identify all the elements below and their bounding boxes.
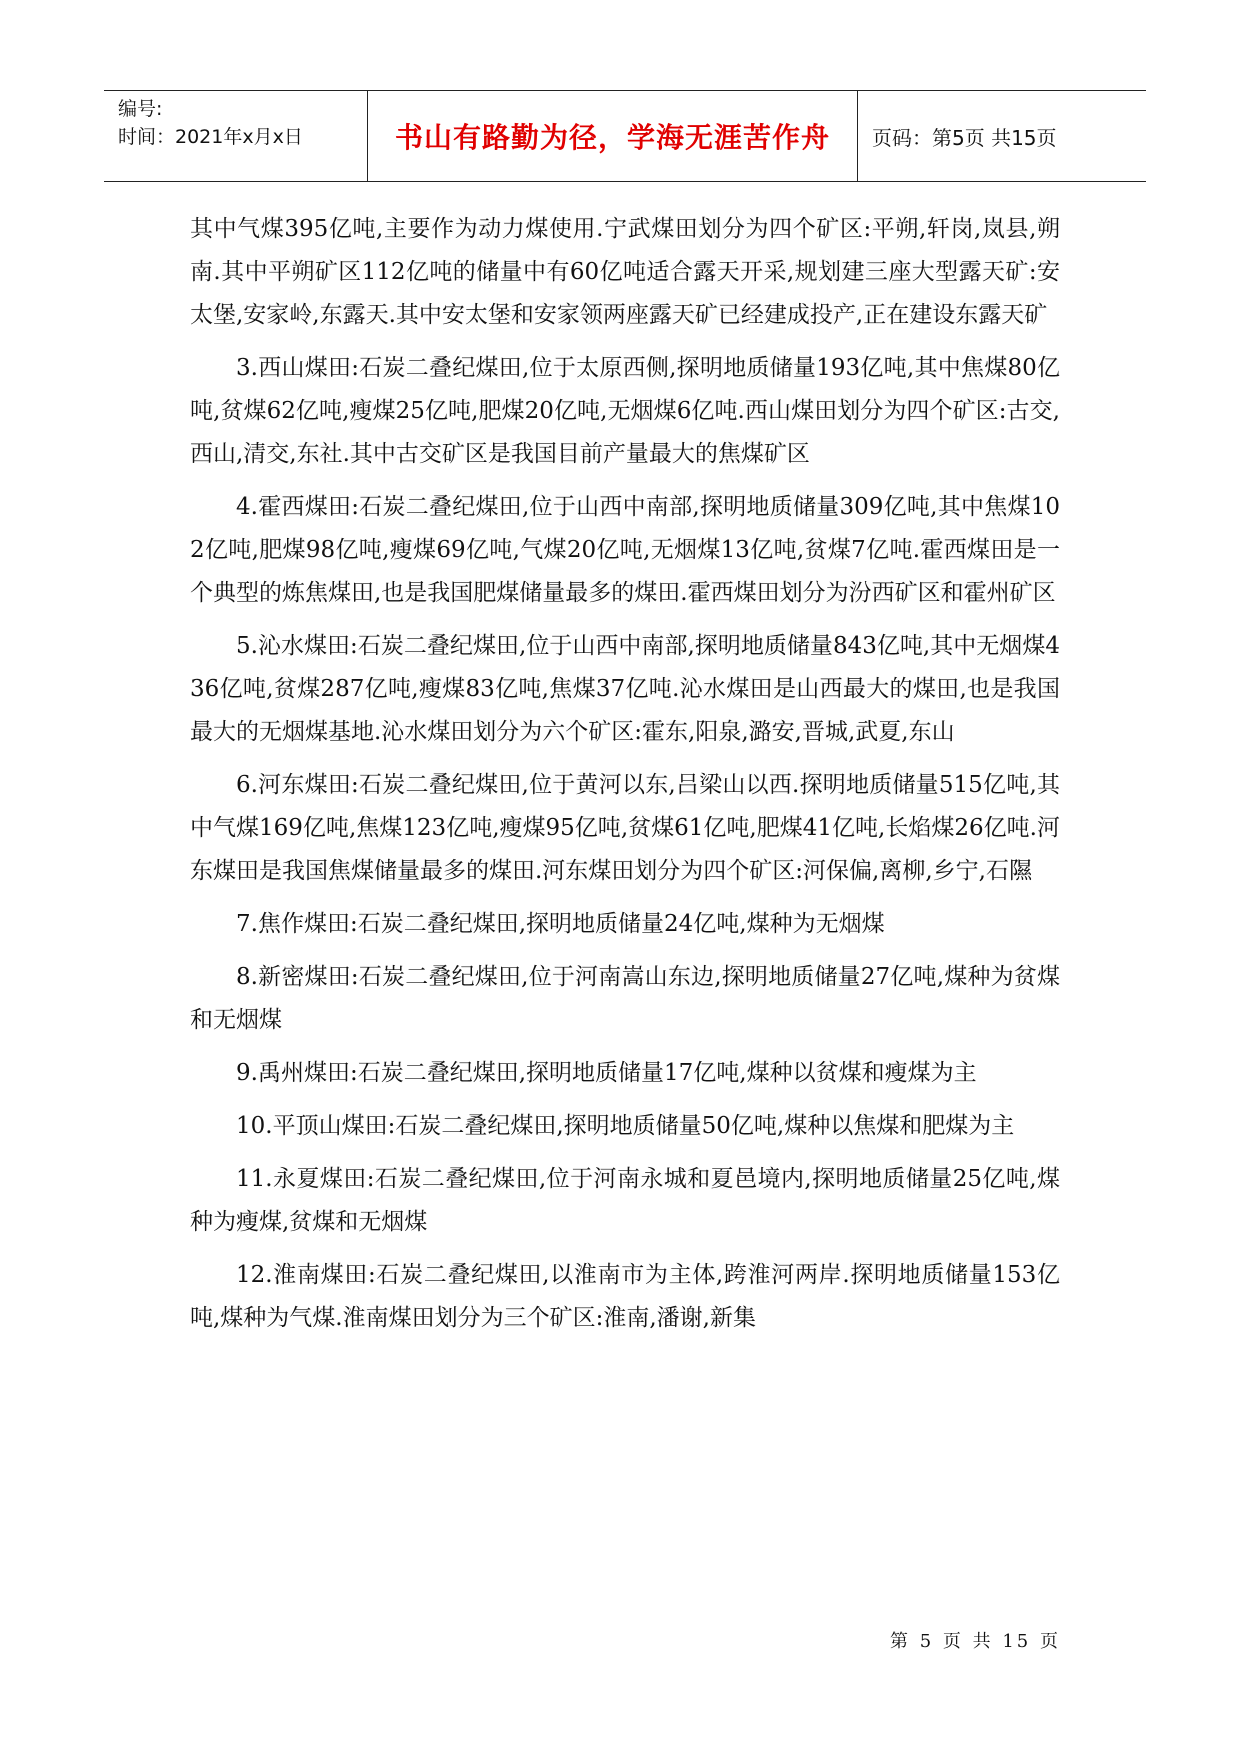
document-number-label: 编号: [118, 98, 163, 120]
page-footer: 第 5 页 共 15 页 [890, 1631, 1061, 1652]
document-body [190, 208, 1060, 1350]
paragraph: 4.霍西煤田:石炭二叠纪煤田,位于山西中南部,探明地质储量309亿吨,其中焦煤102亿吨,肥煤98亿吨,瘦煤69亿吨,气煤20亿吨,无烟煤13亿吨,贫煤7亿吨.霍西煤田是一个典型的炼焦煤田,也是我国肥煤储量最多的煤田.霍西煤田划分为汾西矿区和霍州矿区 [190, 494, 1060, 606]
paragraph: 3.西山煤田:石炭二叠纪煤田,位于太原西侧,探明地质储量193亿吨,其中焦煤80亿吨,贫煤62亿吨,瘦煤25亿吨,肥煤20亿吨,无烟煤6亿吨.西山煤田划分为四个矿区:古交,西山,清交,东社.其中古交矿区是我国目前产量最大的焦煤矿区 [190, 355, 1060, 467]
paragraph: 7.焦作煤田:石炭二叠纪煤田,探明地质储量24亿吨,煤种为无烟煤 [236, 911, 885, 937]
paragraph: 6.河东煤田:石炭二叠纪煤田,位于黄河以东,吕梁山以西.探明地质储量515亿吨,其中气煤169亿吨,焦煤123亿吨,瘦煤95亿吨,贫煤61亿吨,肥煤41亿吨,长焰煤26亿吨.河东煤田是我国焦煤储量最多的煤田.河东煤田划分为四个矿区:河保偏,离柳,乡宁,石隰 [190, 772, 1060, 884]
paragraph: 9.禹州煤田:石炭二叠纪煤田,探明地质储量17亿吨,煤种以贫煤和瘦煤为主 [236, 1060, 977, 1086]
paragraph: 10.平顶山煤田:石炭二叠纪煤田,探明地质储量50亿吨,煤种以焦煤和肥煤为主 [236, 1113, 1015, 1139]
paragraph: 8.新密煤田:石炭二叠纪煤田,位于河南嵩山东边,探明地质储量27亿吨,煤种为贫煤和无烟煤 [190, 964, 1060, 1033]
document-time-label: 时间：2021年x月x日 [118, 126, 303, 148]
header-motto: 书山有路勤为径，学海无涯苦作舟 [368, 91, 858, 181]
paragraph: 12.淮南煤田:石炭二叠纪煤田,以淮南市为主体,跨淮河两岸.探明地质储量153亿吨,煤种为气煤.淮南煤田划分为三个矿区:淮南,潘谢,新集 [190, 1262, 1060, 1331]
paragraph: 11.永夏煤田:石炭二叠纪煤田,位于河南永城和夏邑境内,探明地质储量25亿吨,煤种为瘦煤,贫煤和无烟煤 [190, 1166, 1060, 1235]
paragraph: 其中气煤395亿吨,主要作为动力煤使用.宁武煤田划分为四个矿区:平朔,轩岗,岚县,朔南.其中平朔矿区112亿吨的储量中有60亿吨适合露天开采,规划建三座大型露天矿:安太堡,安家岭,东露天.其中安太堡和安家领两座露天矿已经建成投产,正在建设东露天矿 [190, 216, 1060, 328]
page-header [104, 90, 1146, 182]
header-meta [104, 91, 368, 181]
paragraph: 5.沁水煤田:石炭二叠纪煤田,位于山西中南部,探明地质储量843亿吨,其中无烟煤436亿吨,贫煤287亿吨,瘦煤83亿吨,焦煤37亿吨.沁水煤田是山西最大的煤田,也是我国最大的无烟煤基地.沁水煤田划分为六个矿区:霍东,阳泉,潞安,晋城,武夏,东山 [190, 633, 1060, 745]
header-page-number: 页码：第5页 共15页 [872, 125, 1057, 150]
